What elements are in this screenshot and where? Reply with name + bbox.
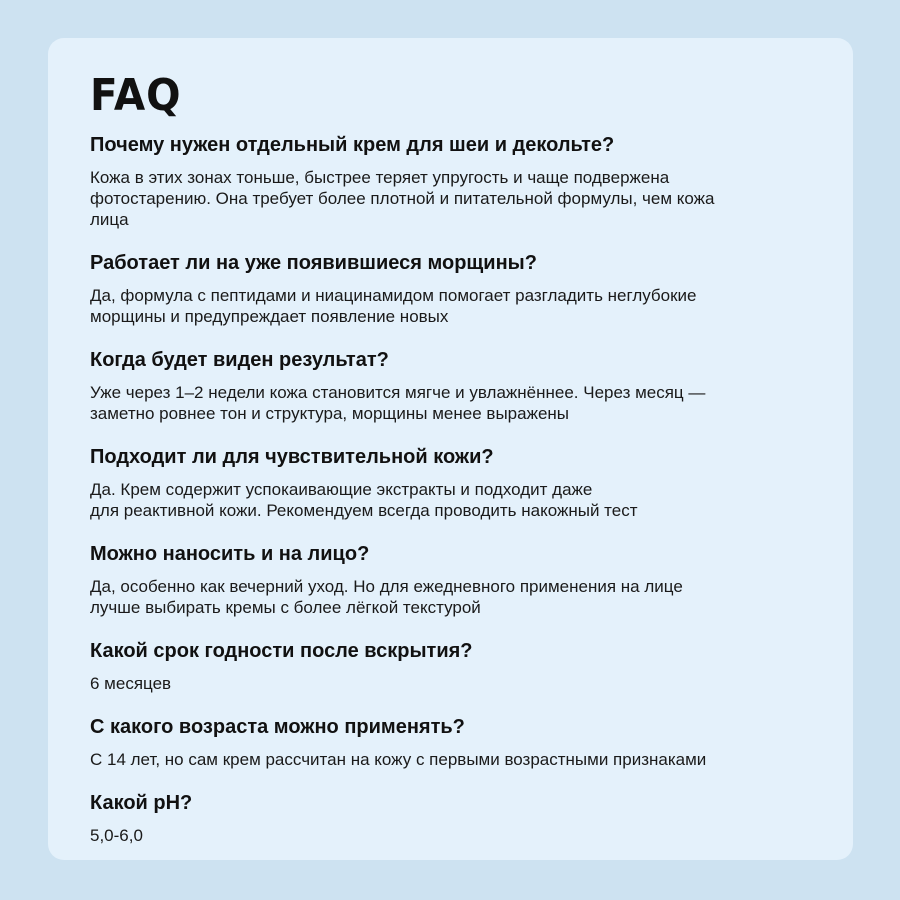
faq-answer: Да, особенно как вечерний уход. Но для ежедневного применения на лице лучше выбирать кремы с более лёгкой текстурой: [90, 577, 683, 617]
faq-answer: Кожа в этих зонах тоньше, быстрее теряет упругость и чаще подвержена фотостарению. Она требует более плотной и питательной формулы, чем кожа лица: [90, 168, 715, 229]
faq-item: [90, 347, 830, 424]
faq-question: Какой pH?: [90, 792, 193, 814]
faq-question: Подходит ли для чувствительной кожи?: [90, 446, 494, 468]
faq-item: [90, 790, 830, 846]
page-title: FAQ: [90, 70, 182, 121]
faq-item: [90, 444, 830, 521]
faq-answer: Да. Крем содержит успокаивающие экстракты и подходит даже для реактивной кожи. Рекомендуем всегда проводить накожный тест: [90, 480, 638, 520]
faq-card: [48, 38, 853, 860]
faq-answer: Уже через 1–2 недели кожа становится мягче и увлажнённее. Через месяц — заметно ровнее тон и структура, морщины менее выражены: [90, 383, 706, 423]
faq-item: [90, 541, 830, 618]
faq-item: [90, 638, 830, 694]
faq-answer: С 14 лет, но сам крем рассчитан на кожу с первыми возрастными признаками: [90, 750, 707, 769]
faq-answer: Да, формула с пептидами и ниацинамидом помогает разгладить неглубокие морщины и предупреждает появление новых: [90, 286, 697, 326]
faq-question: Когда будет виден результат?: [90, 349, 389, 371]
faq-answer: 6 месяцев: [90, 674, 172, 693]
faq-item: [90, 250, 830, 327]
faq-question: Какой срок годности после вскрытия?: [90, 640, 473, 662]
faq-question: Можно наносить и на лицо?: [90, 543, 370, 565]
faq-question: С какого возраста можно применять?: [90, 716, 465, 738]
faq-question: Почему нужен отдельный крем для шеи и декольте?: [90, 134, 615, 156]
faq-list: [90, 132, 830, 846]
faq-answer: 5,0-6,0: [90, 826, 143, 845]
faq-item: [90, 714, 830, 770]
faq-item: [90, 132, 830, 230]
faq-question: Работает ли на уже появившиеся морщины?: [90, 252, 537, 274]
